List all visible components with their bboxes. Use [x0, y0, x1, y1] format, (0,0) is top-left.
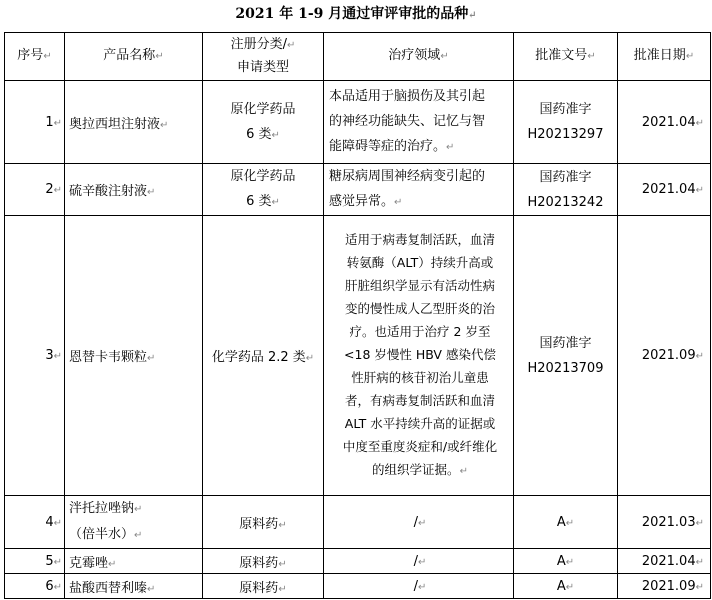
cell-indication: 适用于病毒复制活跃，血清 转氨酶（ALT）持续升高或 肝脏组织学显示有活动性病 变的慢性成人乙型肝炎的治 疗。也适用于治疗 2 岁至 <18 岁慢性 HBV 感染代偿 性肝病的核苷初治儿童患 者，有病毒复制活跃和血清 ALT 水平持续升高的证据或 中度至重度炎症和/或纤维化 的组织学证据。↵: [324, 216, 514, 496]
document-title: [0, 5, 712, 25]
paragraph-mark: ↵: [468, 10, 477, 21]
table-row: [5, 81, 711, 164]
cell-index: 4↵: [5, 496, 65, 549]
cell-approval-date: 2021.03↵: [618, 496, 711, 549]
table-row: [5, 574, 711, 599]
cell-approval-no: 国药准字 H20213709: [514, 216, 618, 496]
header-indication: 治疗领域↵: [324, 33, 514, 81]
cell-category: 原料药↵: [203, 549, 324, 574]
cell-indication: 本品适用于脑损伤及其引起 的神经功能缺失、记忆与智 能障碍等症的治疗。↵: [324, 81, 514, 164]
cell-name: 奥拉西坦注射液↵: [65, 81, 203, 164]
cell-indication: /↵: [324, 496, 514, 549]
cell-category: 原料药↵: [203, 574, 324, 599]
cell-index: 6↵: [5, 574, 65, 599]
cell-index: 3↵: [5, 216, 65, 496]
cell-name: 硫辛酸注射液↵: [65, 164, 203, 216]
cell-index: 5↵: [5, 549, 65, 574]
cell-approval-date: 2021.04↵: [618, 549, 711, 574]
header-index: 序号↵: [5, 33, 65, 81]
cell-approval-no: 国药准字 H20213242: [514, 164, 618, 216]
cell-name: 恩替卡韦颗粒↵: [65, 216, 203, 496]
header-name: 产品名称↵: [65, 33, 203, 81]
cell-approval-no: A↵: [514, 496, 618, 549]
cell-category: 原料药↵: [203, 496, 324, 549]
header-category: 注册分类/↵ 申请类型: [203, 33, 324, 81]
cell-category: 原化学药品 6 类↵: [203, 164, 324, 216]
table-row: [5, 496, 711, 549]
cell-approval-date: 2021.04↵: [618, 81, 711, 164]
cell-name: 泮托拉唑钠↵ （倍半水）↵: [65, 496, 203, 549]
cell-index: 2↵: [5, 164, 65, 216]
title-text: 2021 年 1-9 月通过审评审批的品种: [235, 6, 469, 22]
table-row: [5, 549, 711, 574]
cell-approval-no: A↵: [514, 549, 618, 574]
cell-approval-no: 国药准字 H20213297: [514, 81, 618, 164]
header-approval-no: 批准文号↵: [514, 33, 618, 81]
cell-approval-no: A↵: [514, 574, 618, 599]
header-row: [5, 33, 711, 81]
cell-category: 原化学药品 6 类↵: [203, 81, 324, 164]
cell-indication: /↵: [324, 574, 514, 599]
cell-index: 1↵: [5, 81, 65, 164]
table-row: [5, 164, 711, 216]
cell-indication: /↵: [324, 549, 514, 574]
cell-approval-date: 2021.04↵: [618, 164, 711, 216]
drug-approval-table: [4, 32, 711, 599]
cell-approval-date: 2021.09↵: [618, 216, 711, 496]
cell-approval-date: 2021.09↵: [618, 574, 711, 599]
header-approval-date: 批准日期↵: [618, 33, 711, 81]
table-row: [5, 216, 711, 496]
cell-name: 盐酸西替利嗪↵: [65, 574, 203, 599]
cell-category: 化学药品 2.2 类↵: [203, 216, 324, 496]
cell-indication: 糖尿病周围神经病变引起的 感觉异常。↵: [324, 164, 514, 216]
cell-name: 克霉唑↵: [65, 549, 203, 574]
